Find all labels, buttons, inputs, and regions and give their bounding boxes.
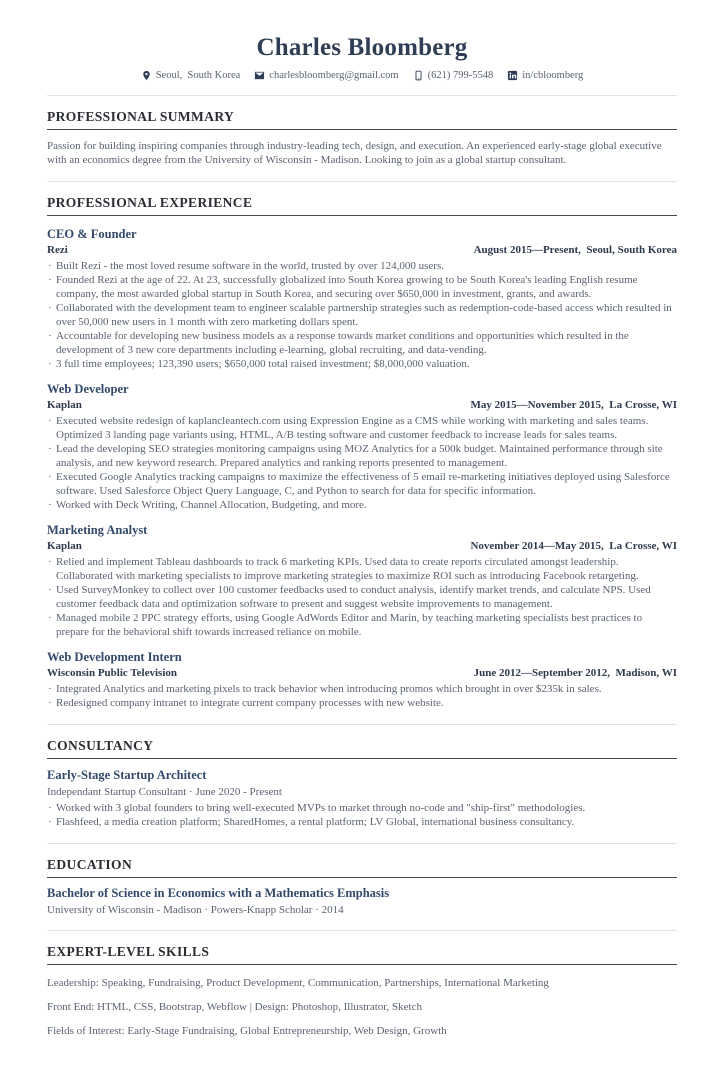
consultancy-meta: Independant Startup Consultant · June 2020 - Present (47, 786, 282, 798)
job-entry-web-developer (47, 382, 677, 512)
education-degree: Bachelor of Science in Economics with a Mathematics Emphasis (47, 886, 390, 900)
contact-email[interactable] (254, 70, 398, 81)
job-bullet-list (47, 414, 677, 512)
bullet-item: · Executed Google Analytics tracking campaigns to maximize the effectiveness of 5 email re-marketing initiatives deployed using Salesforce software. Used Salesforce Object Query Language, C, and Python to search for data for specific information. (47, 470, 677, 498)
bullet-item: · Accountable for developing new business models as a response towards market conditions and opportunities which resulted in the development of 3 new core departments including e-learning, global recruiting, and data-vending. (47, 329, 677, 357)
section-heading-expert-level-skills: EXPERT-LEVEL SKILLS (47, 944, 677, 965)
bullet-item: · Flashfeed, a media creation platform; SharedHomes, a rental platform; LV Global, international business consultancy. (47, 815, 677, 829)
job-date-location: June 2012—September 2012, Madison, WI (473, 667, 677, 679)
job-entry-marketing-analyst (47, 523, 677, 639)
job-bullet-list (47, 259, 677, 371)
skill-row-front-end-design: Front End: HTML, CSS, Bootstrap, Webflow | Design: Photoshop, Illustrator, Sketch (47, 1001, 422, 1013)
job-title: Web Developer (47, 382, 129, 396)
job-company: Rezi (47, 244, 68, 256)
contact-phone-text: (621) 799-5548 (427, 70, 494, 81)
job-company-row (47, 399, 677, 411)
bullet-item: · Executed website redesign of kaplancleantech.com using Expression Engine as a CMS while working with marketing and sales teams. Optimized 3 landing page variants using, HTML, A/B testing software and customer feedback to increase leads for sales teams. (47, 414, 677, 442)
job-date-location: August 2015—Present, Seoul, South Korea (473, 244, 677, 256)
job-entry-web-development-intern (47, 650, 677, 710)
bullet-item: · Integrated Analytics and marketing pixels to track behavior when introducing promos which brought in over $235k in sales. (47, 682, 677, 696)
job-company: Kaplan (47, 540, 82, 552)
skill-row-fields-of-interest: Fields of Interest: Early-Stage Fundraising, Global Entrepreneurship, Web Design, Growth (47, 1025, 447, 1037)
skills-list (47, 977, 677, 1037)
job-date-location: November 2014—May 2015, La Crosse, WI (470, 540, 677, 552)
section-heading-education: EDUCATION (47, 857, 677, 878)
job-bullet-list (47, 555, 677, 639)
bullet-item: · Managed mobile 2 PPC strategy efforts, using Google AdWords Editor and Marin, by teaching marketing specialists best practices to prepare for the behavioral shift towards increased reliance on mobile. (47, 611, 677, 639)
bullet-item: · Redesigned company intranet to integrate current company processes with new website. (47, 696, 677, 710)
bullet-item: · Built Rezi - the most loved resume software in the world, trusted by over 124,000 users. (47, 259, 677, 273)
mobile-phone-icon (413, 70, 424, 81)
contact-location-text: Seoul, South Korea (155, 70, 241, 81)
section-heading-professional-summary: PROFESSIONAL SUMMARY (47, 109, 677, 130)
bullet-item: · Worked with 3 global founders to bring well-executed MVPs to market through no-code and "ship-first" methodologies. (47, 801, 677, 815)
contact-phone[interactable] (413, 70, 494, 81)
job-title: Web Development Intern (47, 650, 182, 664)
section-professional-summary (47, 95, 677, 167)
summary-text: Passion for building inspiring companies through industry-leading tech, design, and execution. An experienced early-stage global executive with an economics degree from the University of Wisconsin - Madison. Looking to join as a global startup consultant. (47, 140, 662, 166)
bullet-item: · Used SurveyMonkey to collect over 100 customer feedbacks used to conduct analysis, identify market trends, and calculate NPS. Used customer feedback data and optimization software to present and suggest website improvements to management. (47, 583, 677, 611)
job-company-row (47, 667, 677, 679)
location-pin-icon (141, 70, 152, 81)
section-education (47, 843, 677, 916)
section-professional-experience (47, 181, 677, 710)
candidate-name: Charles Bloomberg (256, 34, 468, 61)
section-consultancy (47, 724, 677, 829)
consultancy-role: Early-Stage Startup Architect (47, 768, 207, 782)
envelope-icon (254, 70, 265, 81)
consultancy-bullet-list (47, 801, 677, 829)
contact-location (141, 70, 241, 81)
job-bullet-list (47, 682, 677, 710)
resume-header (47, 34, 677, 81)
bullet-item: · Collaborated with the development team to engineer scalable partnership strategies such as redemption-code-based access which resulted in over 50,000 new users in 1 month with zero marketing dollars spent. (47, 301, 677, 329)
bullet-item: · Founded Rezi at the age of 22. At 23, successfully globalized into South Korea growing to be South Korea's leading English resume company, the most awarded global startup in South Korea, and securing over $650,000 in investment, grants, and awards. (47, 273, 677, 301)
job-title: CEO & Founder (47, 227, 137, 241)
job-company: Kaplan (47, 399, 82, 411)
skill-row-leadership: Leadership: Speaking, Fundraising, Product Development, Communication, Partnerships, International Marketing (47, 977, 549, 989)
bullet-item: · Lead the developing SEO strategies monitoring campaigns using MOZ Analytics for a 500k budget. Maintained performance through site analysis, and new keyword research. Prepared analytics and ranking reports presented to management. (47, 442, 677, 470)
bullet-item: · Worked with Deck Writing, Channel Allocation, Budgeting, and more. (47, 498, 677, 512)
section-heading-professional-experience: PROFESSIONAL EXPERIENCE (47, 195, 677, 216)
job-title: Marketing Analyst (47, 523, 148, 537)
contact-line (47, 70, 677, 81)
bullet-item: · Relied and implement Tableau dashboards to track 6 marketing KPIs. Used data to create reports circulated amongst leadership. Collaborated with marketing specialists to improve marketing strategies to maximize ROI such as introducing Facebook retargeting. (47, 555, 677, 583)
job-company-row (47, 540, 677, 552)
contact-email-text: charlesbloomberg@gmail.com (269, 70, 399, 81)
job-entry-ceo-founder (47, 227, 677, 371)
linkedin-icon (507, 70, 518, 81)
contact-linkedin-text: in/cbloomberg (522, 70, 584, 81)
section-expert-level-skills (47, 930, 677, 1037)
consultancy-entry (47, 768, 677, 829)
section-heading-consultancy: CONSULTANCY (47, 738, 677, 759)
job-company: Wisconsin Public Television (47, 667, 178, 679)
job-date-location: May 2015—November 2015, La Crosse, WI (470, 399, 677, 411)
job-company-row (47, 244, 677, 256)
contact-linkedin[interactable] (507, 70, 583, 81)
bullet-item: · 3 full time employees; 123,390 users; $650,000 total raised investment; $8,000,000 valuation. (47, 357, 677, 371)
education-meta: University of Wisconsin - Madison · Powers-Knapp Scholar · 2014 (47, 904, 344, 916)
